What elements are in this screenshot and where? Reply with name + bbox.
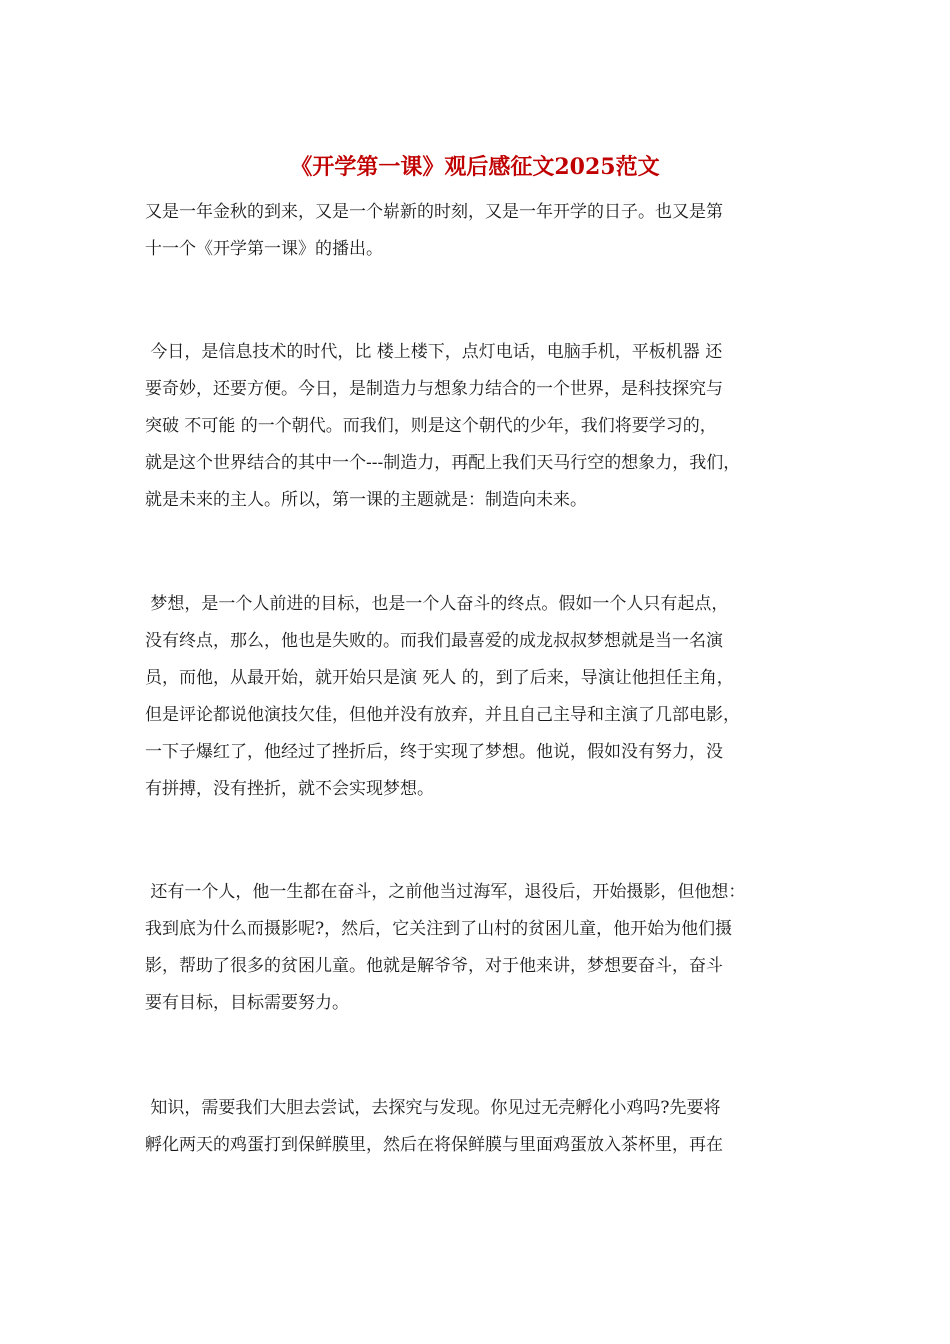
paragraph-line: 就是这个世界结合的其中一个---制造力，再配上我们天马行空的想象力，我们， — [145, 453, 741, 473]
paragraph-line: 要奇妙，还要方便。今日，是制造力与想象力结合的一个世界，是科技探究与 — [145, 379, 723, 399]
paragraph-line: 孵化两天的鸡蛋打到保鲜膜里，然后在将保鲜膜与里面鸡蛋放入茶杯里，再在 — [145, 1135, 723, 1155]
paragraph-line: 有拼搏，没有挫折，就不会实现梦想。 — [145, 779, 434, 799]
paragraph-line: 知识，需要我们大胆去尝试，去探究与发现。你见过无壳孵化小鸡吗?先要将 — [145, 1098, 721, 1118]
document-title: 《开学第一课》观后感征文2025范文 — [290, 154, 660, 180]
paragraph-line: 没有终点，那么，他也是失败的。而我们最喜爱的成龙叔叔梦想就是当一名演 — [145, 631, 723, 651]
paragraph-line: 我到底为什么而摄影呢?，然后，它关注到了山村的贫困儿童，他开始为他们摄 — [145, 919, 733, 939]
paragraph-line: 又是一年金秋的到来，又是一个崭新的时刻，又是一年开学的日子。也又是第 — [145, 202, 723, 222]
paragraph-line: 今日，是信息技术的时代，比 楼上楼下，点灯电话，电脑手机，平板机器 还 — [145, 342, 723, 362]
paragraph-line: 但是评论都说他演技欠佳，但他并没有放弃，并且自己主导和主演了几部电影， — [145, 705, 740, 725]
paragraph-line: 突破 不可能 的一个朝代。而我们，则是这个朝代的少年，我们将要学习的， — [145, 416, 717, 436]
paragraph-line: 员，而他，从最开始，就开始只是演 死人 的，到了后来，导演让他担任主角， — [145, 668, 734, 688]
paragraph-line: 就是未来的主人。所以，第一课的主题就是：制造向未来。 — [145, 490, 587, 510]
paragraph-line: 影，帮助了很多的贫困儿童。他就是解爷爷，对于他来讲，梦想要奋斗，奋斗 — [145, 956, 723, 976]
paragraph-information-era — [145, 334, 740, 519]
paragraph-line: 还有一个人，他一生都在奋斗，之前他当过海军，退役后，开始摄影，但他想： — [145, 882, 746, 902]
paragraph-knowledge — [145, 1090, 723, 1164]
paragraph-line: 一下子爆红了，他经过了挫折后，终于实现了梦想。他说，假如没有努力，没 — [145, 742, 723, 762]
paragraph-line: 要有目标，目标需要努力。 — [145, 993, 349, 1013]
paragraph-intro — [145, 194, 723, 268]
paragraph-photographer — [145, 874, 745, 1022]
paragraph-line: 梦想，是一个人前进的目标，也是一个人奋斗的终点。假如一个人只有起点， — [145, 594, 729, 614]
paragraph-dream — [145, 586, 740, 808]
paragraph-line: 十一个《开学第一课》的播出。 — [145, 239, 383, 259]
